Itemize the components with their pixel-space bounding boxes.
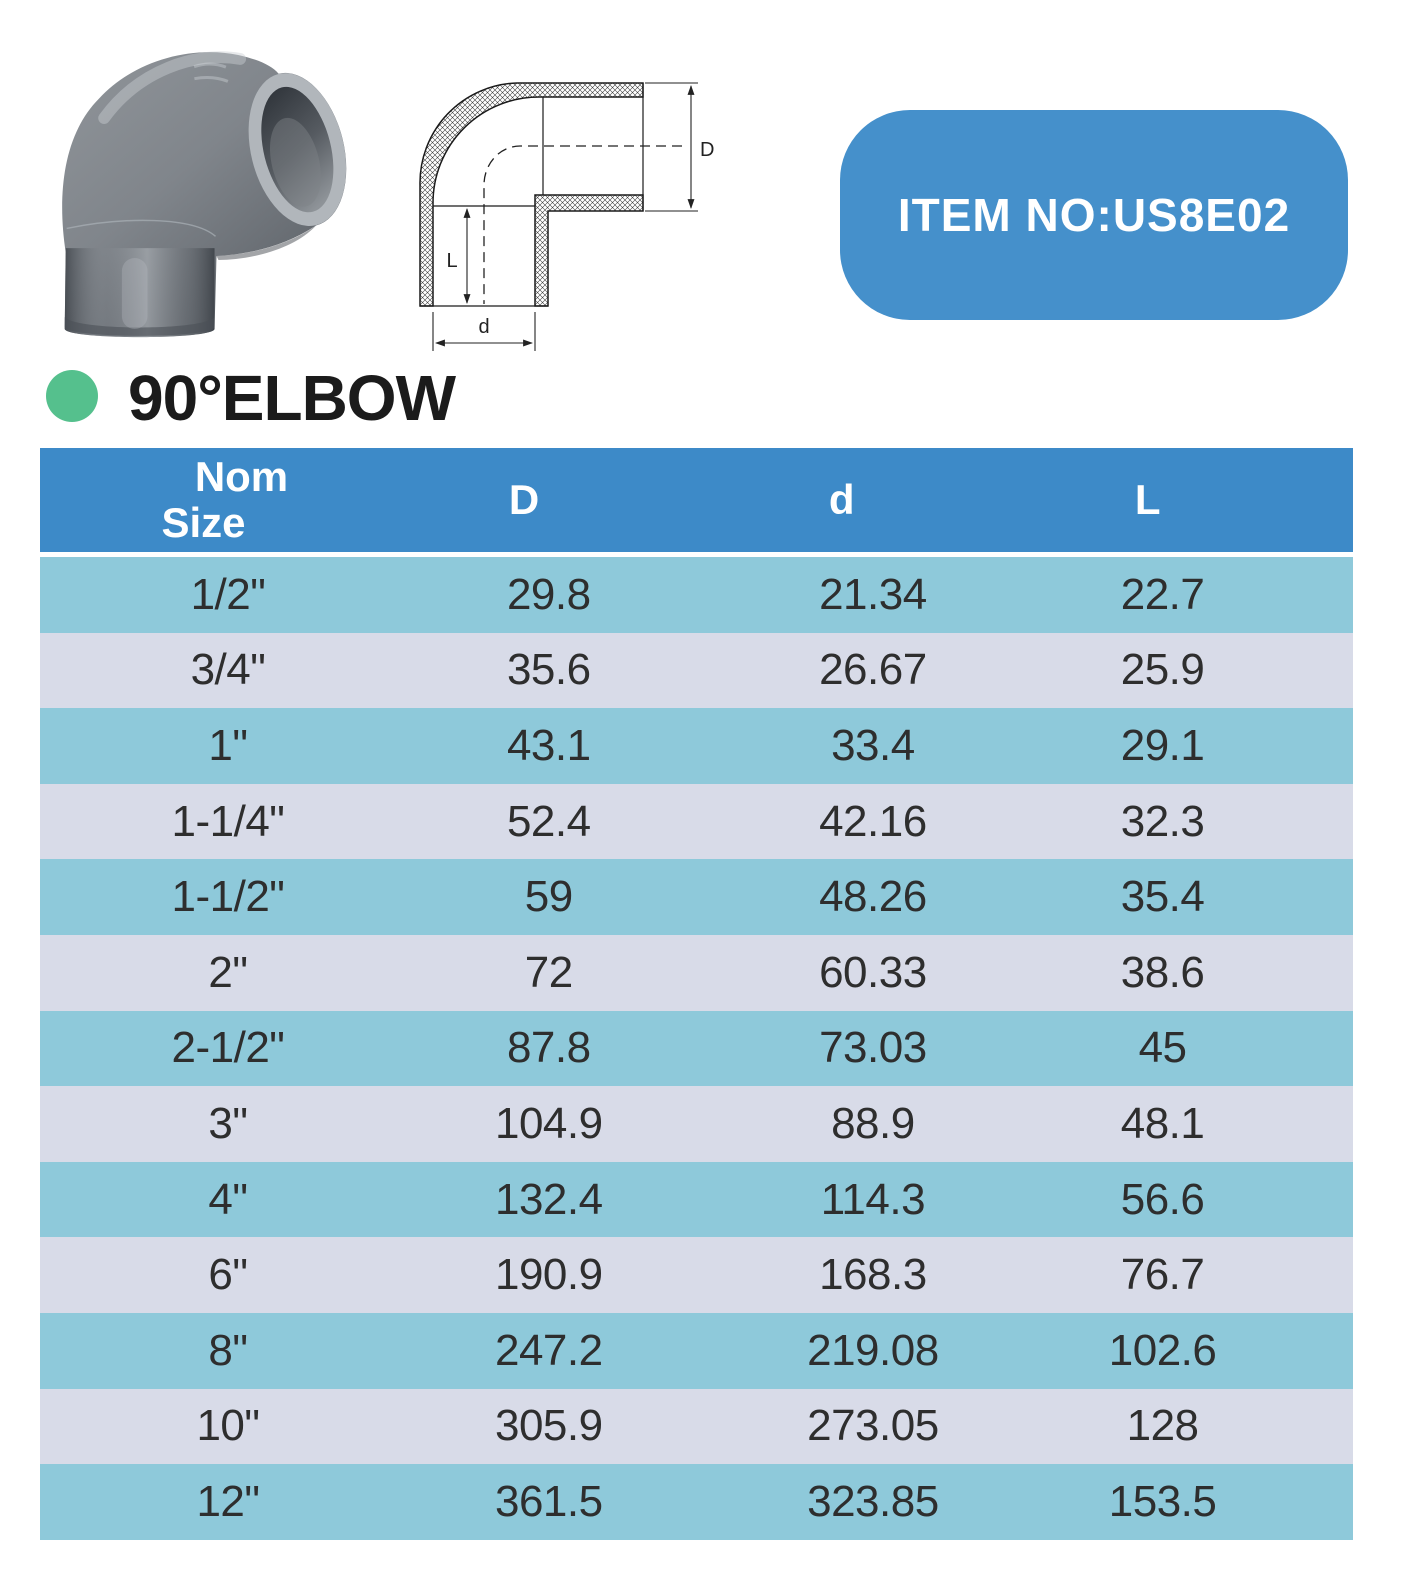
header-nom-line: Nom <box>194 453 289 500</box>
product-photo-elbow <box>45 22 390 360</box>
cell-D: 87.8 <box>506 1023 591 1073</box>
dim-label-D: D <box>700 139 715 161</box>
cell-d: 42.16 <box>819 796 927 846</box>
cell-L: 76.7 <box>1120 1250 1205 1300</box>
cell-nom-size: 1-1/4" <box>171 796 285 846</box>
cell-L: 38.6 <box>1120 947 1205 997</box>
table-header-row <box>40 448 1353 552</box>
cell-D: 59 <box>524 872 573 922</box>
cell-D: 132.4 <box>494 1174 603 1224</box>
table-row <box>40 633 1353 709</box>
cell-d: 48.26 <box>819 872 927 922</box>
spec-table <box>40 448 1353 1540</box>
cell-d: 88.9 <box>831 1098 915 1148</box>
cell-D: 52.4 <box>506 796 591 846</box>
table-body <box>40 557 1353 1540</box>
cell-L: 128 <box>1126 1401 1199 1451</box>
cell-L: 32.3 <box>1120 796 1205 846</box>
table-row <box>40 1237 1353 1313</box>
cell-nom-size: 3/4" <box>190 645 266 695</box>
cell-L: 153.5 <box>1108 1476 1217 1526</box>
cell-D: 247.2 <box>494 1325 603 1375</box>
cell-nom-size: 12" <box>196 1476 260 1526</box>
table-row <box>40 1011 1353 1087</box>
cell-d: 73.03 <box>819 1023 927 1073</box>
cell-d: 21.34 <box>819 569 927 619</box>
table-row <box>40 557 1353 633</box>
cell-nom-size: 2" <box>208 947 248 997</box>
table-row <box>40 708 1353 784</box>
cell-D: 305.9 <box>494 1401 603 1451</box>
cell-D: 190.9 <box>494 1250 603 1300</box>
cell-nom-size: 10" <box>196 1401 260 1451</box>
table-row <box>40 859 1353 935</box>
table-row <box>40 1389 1353 1465</box>
cell-L: 29.1 <box>1120 720 1205 770</box>
cell-L: 102.6 <box>1108 1325 1217 1375</box>
elbow-section-drawing <box>390 40 790 370</box>
cell-nom-size: 1-1/2" <box>171 872 285 922</box>
cell-D: 43.1 <box>506 720 591 770</box>
table-row <box>40 1464 1353 1540</box>
cell-d: 114.3 <box>820 1174 926 1224</box>
table-row <box>40 935 1353 1011</box>
cell-D: 29.8 <box>506 569 591 619</box>
cell-nom-size: 8" <box>208 1325 248 1375</box>
cell-D: 104.9 <box>494 1098 603 1148</box>
cell-d: 323.85 <box>807 1476 939 1526</box>
header-D: D <box>508 476 540 523</box>
item-number-badge <box>840 110 1348 320</box>
section-title: 90°ELBOW <box>128 362 455 434</box>
cell-d: 168.3 <box>819 1250 927 1300</box>
elbow-photo-graphic <box>45 22 390 360</box>
cell-nom-size: 6" <box>208 1250 248 1300</box>
cell-L: 48.1 <box>1120 1098 1205 1148</box>
table-row <box>40 1162 1353 1238</box>
cell-L: 22.7 <box>1120 569 1205 619</box>
table-row <box>40 1313 1353 1389</box>
cell-D: 361.5 <box>494 1476 603 1526</box>
cell-d: 219.08 <box>807 1325 939 1375</box>
table-row <box>40 1086 1353 1162</box>
header-size-line: Size <box>161 499 246 546</box>
green-bullet-icon <box>46 370 98 422</box>
cell-L: 45 <box>1138 1023 1187 1073</box>
cell-nom-size: 3" <box>208 1098 248 1148</box>
cell-L: 25.9 <box>1120 645 1205 695</box>
header-L: L <box>1134 476 1161 523</box>
technical-drawing-elbow <box>390 40 790 370</box>
dim-label-L: L <box>446 250 458 272</box>
cell-L: 56.6 <box>1120 1174 1205 1224</box>
item-number-label: ITEM NO:US8E02 <box>897 189 1291 241</box>
cell-d: 26.67 <box>819 645 927 695</box>
cell-nom-size: 1/2" <box>190 569 266 619</box>
cell-d: 273.05 <box>807 1401 939 1451</box>
table-row <box>40 784 1353 860</box>
cell-d: 60.33 <box>819 947 927 997</box>
cell-nom-size: 2-1/2" <box>171 1023 285 1073</box>
cell-d: 33.4 <box>831 720 915 770</box>
cell-L: 35.4 <box>1120 872 1205 922</box>
header-d: d <box>828 476 855 523</box>
cell-nom-size: 4" <box>208 1174 248 1224</box>
cell-nom-size: 1" <box>208 720 248 770</box>
header-nom-size <box>40 448 371 552</box>
cell-D: 72 <box>524 947 573 997</box>
dim-label-d: d <box>478 316 490 338</box>
cell-D: 35.6 <box>506 645 591 695</box>
